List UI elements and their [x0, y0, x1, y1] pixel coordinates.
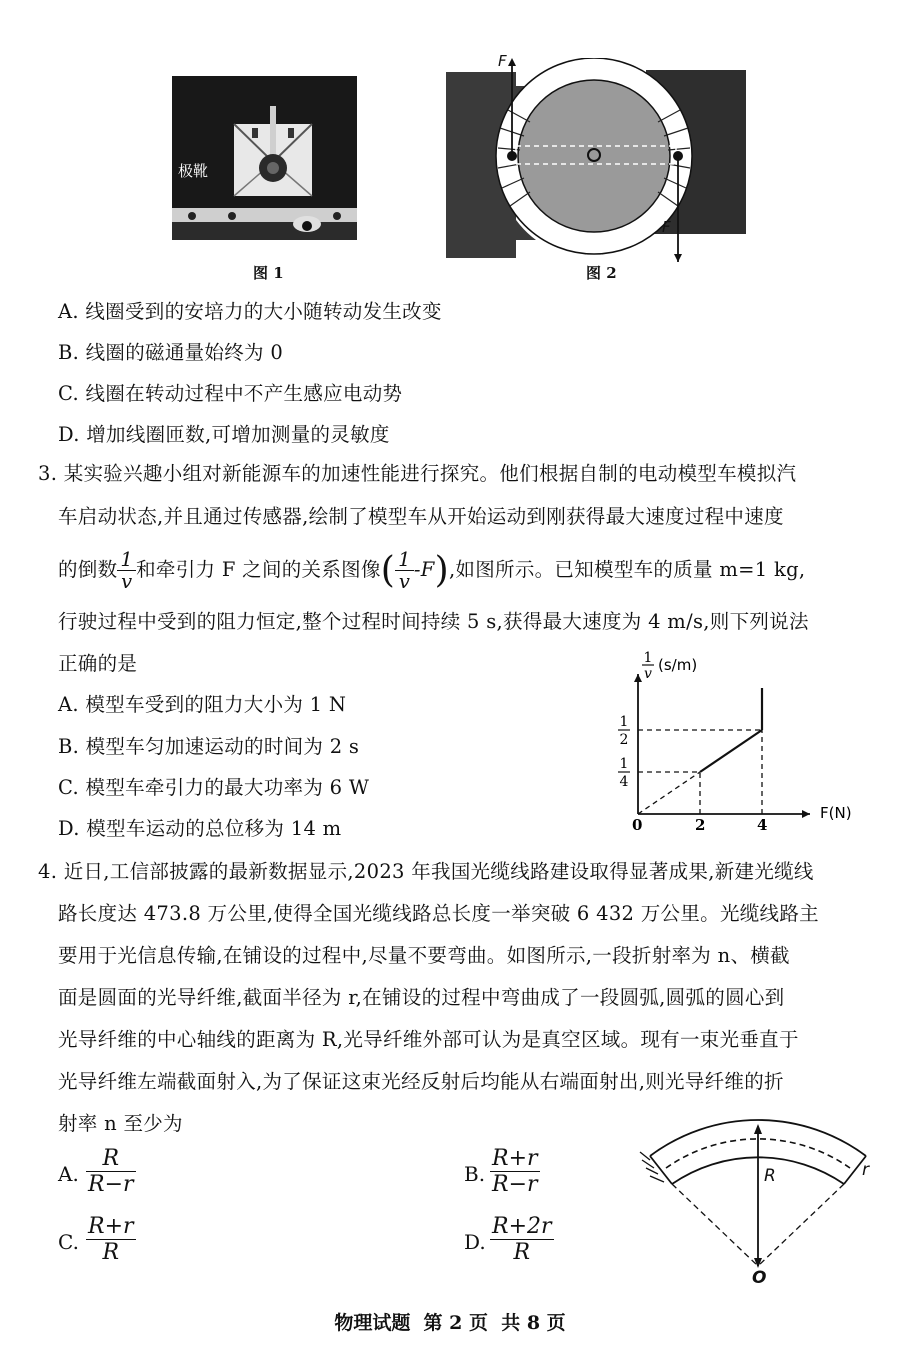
x-tick-label-0: 0 — [632, 816, 643, 830]
pole-shoe-label: 极靴 — [178, 162, 209, 180]
q4-option-d-fraction — [490, 1214, 554, 1266]
paren-fraction-numerator: 1 — [395, 549, 414, 571]
figure-1-drawing — [172, 76, 357, 240]
q3-chart-svg — [610, 648, 860, 830]
y-tick-numerator-0: 1 — [619, 756, 629, 772]
q4-line-3: 要用于光信息传输,在铺设的过程中,尽量不要弯曲。如图所示,一段折射率为 n、横截 — [58, 944, 790, 967]
q3-option-c: C. 模型车牵引力的最大功率为 6 W — [58, 776, 370, 799]
q2-option-c: C. 线圈在转动过程中不产生感应电动势 — [58, 382, 403, 405]
figure-1-caption: 图 1 — [253, 264, 284, 282]
q4-option-a-den: R−r — [88, 1172, 134, 1198]
q4-fiber-figure — [636, 1112, 876, 1292]
fraction-denominator: v — [121, 570, 133, 593]
series-segment-0 — [700, 730, 762, 772]
q2-option-d: D. 增加线圈匝数,可增加测量的灵敏度 — [58, 423, 390, 446]
q4-option-c-fraction — [86, 1214, 136, 1266]
paren-fraction — [395, 549, 414, 593]
q4-option-c-label: C. — [58, 1230, 79, 1254]
q3-line-4: 行驶过程中受到的阻力恒定,整个过程时间持续 5 s,获得最大速度为 4 m/s,则下列说法 — [58, 610, 809, 633]
y-label-denominator: v — [644, 666, 652, 682]
q3-option-d: D. 模型车运动的总位移为 14 m — [58, 817, 342, 840]
q3-line-3a: 的倒数 — [58, 558, 118, 581]
q4-option-c-num: R+r — [88, 1214, 134, 1239]
x-tick-label-4: 4 — [757, 816, 768, 830]
page-footer: 物理试题 第 2 页 共 8 页 — [334, 1312, 566, 1334]
figure-2-photo — [446, 52, 746, 263]
q4-option-b-fraction — [490, 1146, 540, 1198]
q3-line-3b: 和牵引力 F 之间的关系图像 — [136, 558, 381, 581]
q2-option-a: A. 线圈受到的安培力的大小随转动发生改变 — [58, 300, 442, 323]
q4-line-2: 路长度达 473.8 万公里,使得全国光缆线路总长度一举突破 6 432 万公里。光缆线路主 — [58, 902, 819, 925]
series-segment-2 — [638, 772, 700, 814]
q3-line-2: 车启动状态,并且通过传感器,绘制了模型车从开始运动到刚获得最大速度过程中速度 — [58, 505, 784, 528]
fiber-diagram — [636, 1112, 876, 1292]
q3-line-3c: ,如图所示。已知模型车的质量 m=1 kg, — [448, 558, 806, 581]
x-axis-arrow — [802, 810, 810, 818]
x-tick-label-2: 2 — [695, 816, 706, 830]
figure-1-photo — [172, 76, 357, 240]
y-tick-numerator-1: 1 — [619, 714, 629, 730]
q4-line-7: 射率 n 至少为 — [58, 1112, 183, 1135]
q4-line-6: 光导纤维左端截面射入,为了保证这束光经反射后均能从右端面射出,则光导纤维的折 — [58, 1070, 784, 1093]
fraction-numerator: 1 — [117, 549, 136, 571]
y-axis-label: (s/m) — [658, 656, 698, 674]
q4-option-a-fraction — [86, 1146, 136, 1198]
q3-line-3 — [58, 548, 805, 593]
q4-option-d-label: D. — [464, 1230, 486, 1254]
y-tick-denominator-1: 2 — [619, 732, 629, 748]
q4-option-d-num: R+2r — [492, 1214, 552, 1239]
q4-option-b-num: R+r — [492, 1146, 538, 1171]
figure-2-caption: 图 2 — [586, 264, 617, 282]
q3-option-a: A. 模型车受到的阻力大小为 1 N — [58, 693, 347, 716]
q4-option-b-label: B. — [464, 1162, 486, 1186]
y-label-numerator: 1 — [643, 650, 653, 666]
q4-option-a-label: A. — [58, 1162, 79, 1186]
force-label-bottom: F — [662, 218, 671, 236]
q4-option-d-den: R — [513, 1240, 531, 1266]
q4-line-1: 4. 近日,工信部披露的最新数据显示,2023 年我国光缆线路建设取得显著成果,新建光缆线 — [38, 860, 814, 883]
y-tick-denominator-0: 4 — [619, 774, 629, 790]
q4-option-c-den: R — [102, 1240, 120, 1266]
fiber-r-label: r — [862, 1160, 869, 1180]
q3-line-5: 正确的是 — [58, 652, 138, 675]
q4-option-a-num: R — [86, 1146, 136, 1172]
paren-inner: -F — [413, 558, 435, 581]
q3-option-b: B. 模型车匀加速运动的时间为 2 s — [58, 735, 360, 758]
q4-line-5: 光导纤维的中心轴线的距离为 R,光导纤维外部可认为是真空区域。现有一束光垂直于 — [58, 1028, 799, 1051]
q2-option-b: B. 线圈的磁通量始终为 0 — [58, 341, 284, 364]
q4-option-b-den: R−r — [492, 1172, 538, 1198]
y-axis-arrow — [634, 674, 642, 682]
q3-chart — [610, 648, 860, 830]
fiber-R-label: R — [764, 1166, 776, 1186]
right-paren: ) — [434, 550, 449, 591]
left-paren: ( — [380, 550, 396, 591]
x-axis-label: F(N) — [820, 804, 852, 822]
q3-line-1: 3. 某实验兴趣小组对新能源车的加速性能进行探究。他们根据自制的电动模型车模拟汽 — [38, 462, 797, 485]
fiber-O-label: O — [752, 1268, 767, 1288]
paren-fraction-denominator: v — [398, 570, 411, 593]
reciprocal-v-fraction — [117, 549, 136, 593]
q4-line-4: 面是圆面的光导纤维,截面半径为 r,在铺设的过程中弯曲成了一段圆弧,圆弧的圆心到 — [58, 986, 785, 1009]
force-label-top: F — [498, 52, 507, 70]
figure-2-drawing — [446, 58, 746, 263]
